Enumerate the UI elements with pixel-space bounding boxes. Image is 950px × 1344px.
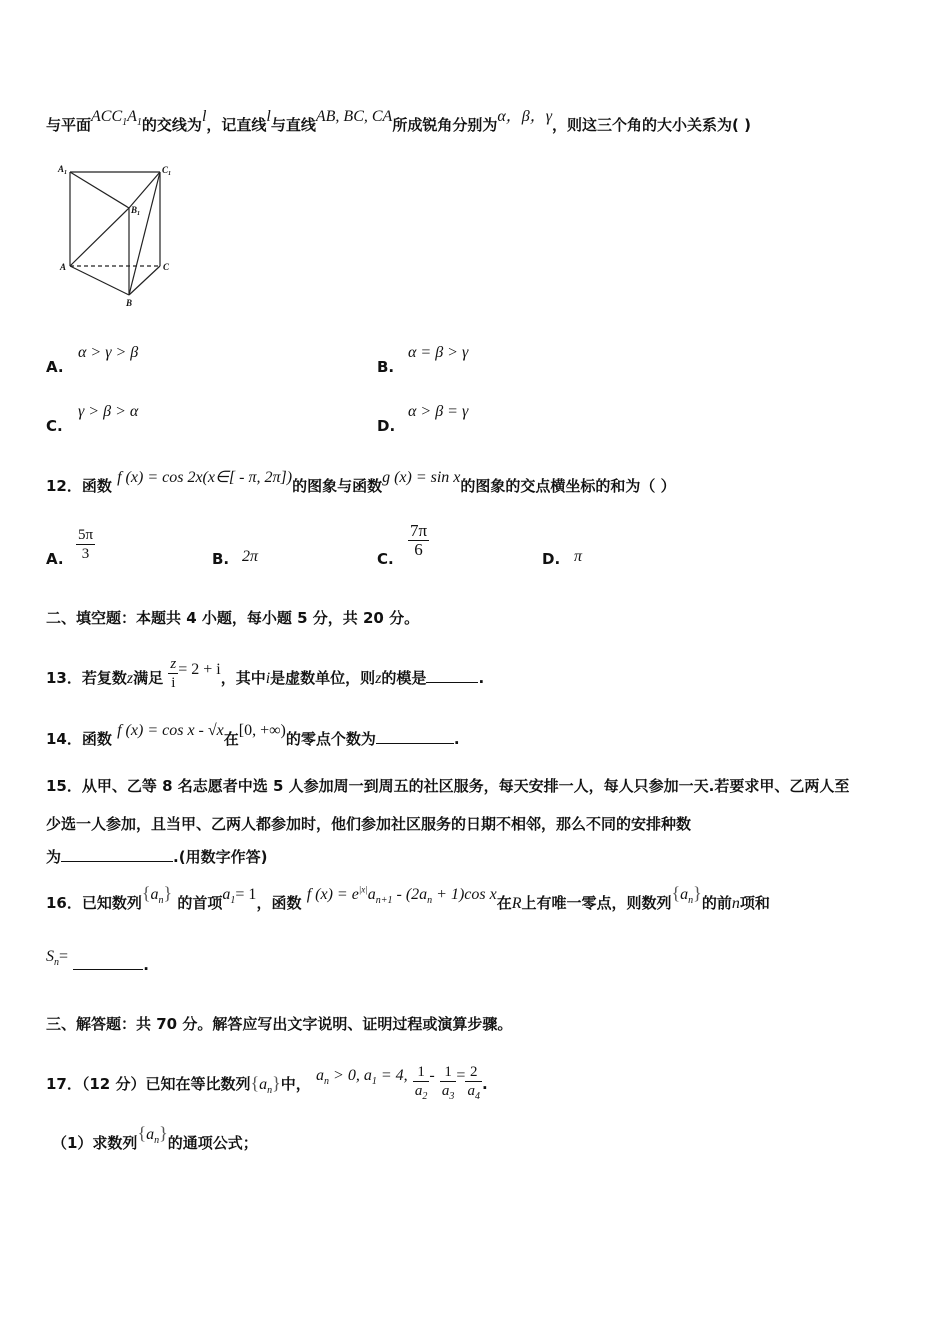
q12-option-a-value: $\frac{5\pi}{3}$ <box>78 527 94 562</box>
section-3-heading: 三、解答题：共 70 分。解答应写出文字说明、证明过程或演算步骤。 <box>46 1015 513 1033</box>
q11-stem: 与平面$ACC_1A_1$的交线为l，记直线l与直线AB, BC, CA所成锐角分别为α，β，γ，则这三个角的大小关系为( ) <box>46 108 751 134</box>
q17-fraction-2: $\frac{1}{a_3}$ <box>441 1064 455 1102</box>
q17-part-1: （1）求数列$\{a_n\}$的通项公式； <box>52 1123 258 1152</box>
q15-answer-blank[interactable] <box>61 847 173 862</box>
section-2-heading: 二、填空题：本题共 4 小题，每小题 5 分，共 20 分。 <box>46 609 420 627</box>
q12-option-c-value: $\frac{7\pi}{6}$ <box>410 521 428 559</box>
q17-stem: 17．（12 分）已知在等比数列$\{a_n\}$中， $a_n > 0$, $a_1 = 4$, $\frac{1}{a_2}$ - $\frac{1}{a_3}$ = $\frac{2}{a_4}$ . <box>46 1063 488 1106</box>
q12-option-a-label: A. <box>46 550 64 568</box>
q11-option-d-value: α > β = γ <box>408 403 469 420</box>
q12-stem: 12．函数 f (x) = cos 2x(x∈[ - π, 2π])的图象与函数g (x) = sin x的图象的交点横坐标的和为（ ） <box>46 469 676 495</box>
plane-name: $ACC_1A_1$ <box>91 108 142 129</box>
q13-stem: 13．若复数z满足 $\frac{z}{i}$ = 2 + i，其中i是虚数单位，则z的模是 . <box>46 656 485 691</box>
q12-option-d-value: π <box>574 548 583 565</box>
label-c: C <box>163 262 170 272</box>
q11-option-a-label: A. <box>46 358 64 376</box>
label-b1: $B_1$ <box>131 205 141 217</box>
label-c1: $C_1$ <box>162 165 172 177</box>
q16-sum-line: $S_n=$ . <box>46 948 149 974</box>
q13-answer-blank[interactable] <box>426 668 478 683</box>
q14-answer-blank[interactable] <box>376 729 454 744</box>
q16-answer-blank[interactable] <box>73 955 143 970</box>
q12-option-c-label: C. <box>377 550 394 568</box>
q11-option-a-value: α > γ > β <box>78 344 139 361</box>
q11-option-b-label: B. <box>377 358 395 376</box>
label-a1: $A_1$ <box>58 164 68 176</box>
q15-line-3: 为 .(用数字作答) <box>46 848 268 866</box>
q11-option-d-label: D. <box>377 417 396 435</box>
label-a: A <box>60 262 67 272</box>
q12-option-b-label: B. <box>212 550 230 568</box>
label-b: B <box>126 298 133 308</box>
q14-stem: 14．函数 f (x) = cos x - √x在[0, +∞)的零点个数为 . <box>46 722 460 748</box>
q17-fraction-3: $\frac{2}{a_4}$ <box>467 1064 480 1102</box>
q17-fraction-1: $\frac{1}{a_2}$ <box>414 1064 428 1102</box>
q11-option-c-value: γ > β > α <box>78 403 139 420</box>
q13-fraction: $\frac{z}{i}$ <box>170 656 177 691</box>
q11-option-b-value: α = β > γ <box>408 344 469 361</box>
q15-line-1: 15．从甲、乙等 8 名志愿者中选 5 人参加周一到周五的社区服务，每天安排一人，每人只参加一天.若要求甲、乙两人至 <box>46 777 850 795</box>
q16-stem: 16．已知数列$\{a_n\}$ 的首项$a_1= 1$，函数 f $(x) = e^{|x|}a_{n+1} - (2a_n + 1)\cos$ x在R上有唯一零点，则数列$\{a_n\}$的前n项和 <box>46 883 770 912</box>
q12-option-d-label: D. <box>542 550 561 568</box>
q11-option-c-label: C. <box>46 417 63 435</box>
q15-line-2: 少选一人参加，且当甲、乙两人都参加时，他们参加社区服务的日期不相邻，那么不同的安排种数 <box>46 815 692 833</box>
q12-option-b-value: 2π <box>242 548 259 565</box>
prism-figure <box>55 160 185 310</box>
